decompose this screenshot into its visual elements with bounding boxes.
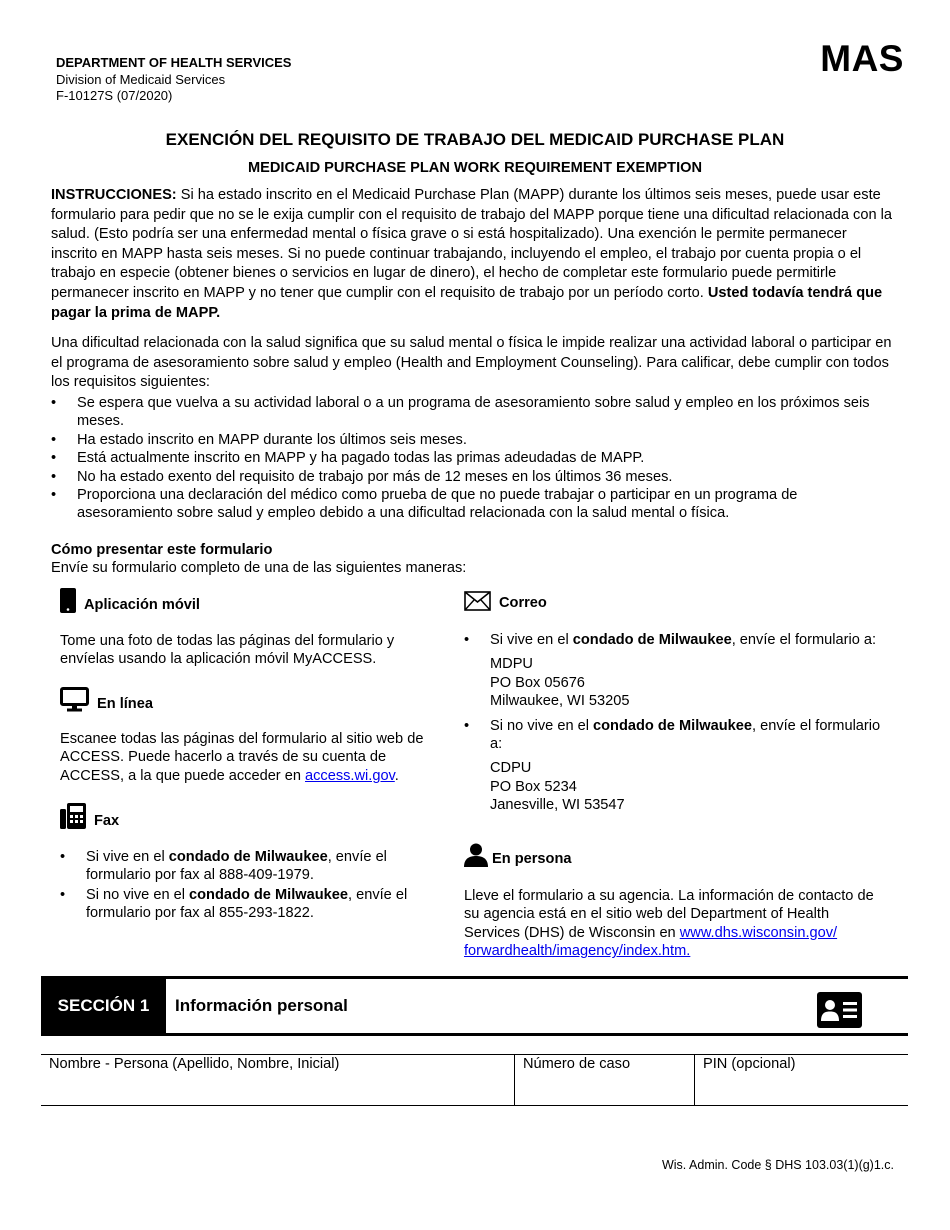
personal-info-fields [41, 1054, 908, 1106]
page-subtitle: MEDICAID PURCHASE PLAN WORK REQUIREMENT EXEMPTION [247, 160, 703, 176]
mail-b2-post: , envíe el formulario a: [490, 717, 881, 753]
agency-header [56, 55, 291, 105]
list-item [60, 848, 440, 885]
requirements-list [51, 394, 896, 523]
fax-b1-county: condado de Milwaukee [168, 849, 328, 865]
list-item: • Proporciona una declaración del médico como prueba de que no puede trabajar o participar en un programa de asesoramiento sobre salud y empleo debido a una dificultad relacionada con la salud mental o física. [51, 486, 896, 523]
address-line: CDPU [490, 760, 532, 777]
in-person-text [464, 887, 884, 961]
submit-heading: Cómo presentar este formulario [51, 542, 273, 558]
mail-b1-pre: Si vive en el [490, 632, 573, 648]
fax-b1-pre: Si vive en el [86, 849, 169, 865]
mail-b2-pre: Si no vive en el [490, 717, 594, 734]
fax-machine-icon [60, 803, 86, 829]
instructions-body: Si ha estado inscrito en el Medicaid Purchase Plan (MAPP) durante los últimos seis meses, puede usar este formulario para pedir que no se le exija cumplir con el requisito de trabajo del MAPP porque tiene una dificultad relacionada con la salud. (Esto podría ser una enfermedad mental o física grave o si está hospitalizado). Una exención le permite permanecer inscrito en MAPP hasta seis meses. Si no puede continuar trabajando, incluyendo el empleo, el trabajo por cuenta propia o el trabajo en especie (obtener bienes o servicios en lugar de dinero), el hecho de completar este formulario puede permitirle permanecer inscrito en MAPP y no tener que cumplir con el requisito de trabajo por un período corto. [51, 187, 892, 301]
address-line: Milwaukee, WI 53205 [490, 693, 630, 710]
mail-b1-post: , envíe el formulario a: [731, 632, 877, 648]
mobile-heading [60, 588, 200, 613]
pin-label: PIN (opcional) [703, 1056, 796, 1072]
in-person-body: Lleve el formulario a su agencia. La información de contacto de su agencia está en el sitio web del Department of Health Services (DHS) de Wisconsin en [464, 888, 874, 941]
mail-b2-county: condado de Milwaukee [593, 717, 752, 734]
online-period: . [394, 767, 399, 784]
fax-b2-pre: Si no vive en el [86, 886, 190, 903]
mail-b1-county: condado de Milwaukee [572, 632, 732, 648]
online-heading [60, 687, 153, 712]
fax-b2-county: condado de Milwaukee [189, 886, 348, 903]
mobile-text: Tome una foto de todas las páginas del formulario y envíelas usando la aplicación móvil MyACCESS. [60, 633, 395, 668]
dhs-agency-link[interactable]: www.dhs.wisconsin.gov/ [679, 924, 838, 941]
online-body: Escanee todas las páginas del formulario al sitio web de ACCESS. Puede hacerlo a través de su cuenta de ACCESS, a la que puede acceder en [60, 731, 424, 784]
submit-subheading: Envíe su formulario completo de una de las siguientes maneras: [51, 560, 467, 576]
in-person-heading [464, 843, 571, 867]
form-code: MAS [820, 38, 904, 79]
page-title: EXENCIÓN DEL REQUISITO DE TRABAJO DEL MEDICAID PURCHASE PLAN [165, 130, 785, 149]
dhs-agency-link-continued[interactable]: forwardhealth/imagency/index.htm. [464, 943, 691, 960]
address-line: Janesville, WI 53547 [490, 797, 625, 814]
fax-list [60, 848, 440, 923]
instructions-premium-note: Usted todavía tendrá que pagar la prima de MAPP. [51, 284, 883, 321]
legal-citation: Wis. Admin. Code § DHS 103.03(1)(g)1.c. [661, 1158, 894, 1172]
address-line: PO Box 5234 [490, 778, 577, 795]
list-item [60, 886, 440, 923]
form-number: F-10127S (07/2020) [56, 88, 173, 103]
name-field[interactable] [41, 1055, 514, 1105]
person-icon [464, 843, 488, 867]
phone-icon [60, 588, 76, 613]
instructions-paragraph [51, 186, 896, 323]
section-header [41, 976, 908, 1036]
in-person-title: En persona [492, 851, 572, 867]
list-item [464, 717, 884, 815]
mail-title: Correo [499, 595, 547, 611]
list-item: • Está actualmente inscrito en MAPP y ha pagado todas las primas adeudadas de MAPP. [51, 449, 896, 467]
fax-heading [60, 803, 119, 829]
pin-field[interactable] [694, 1055, 908, 1105]
submit-heading-block [51, 541, 466, 577]
computer-monitor-icon [60, 687, 89, 712]
division-name: Division of Medicaid Services [56, 71, 226, 87]
case-number-field[interactable] [514, 1055, 694, 1105]
mobile-title: Aplicación móvil [84, 597, 200, 613]
section-title: Información personal [175, 996, 348, 1015]
fax-title: Fax [94, 813, 120, 829]
list-item: • No ha estado exento del requisito de trabajo por más de 12 meses en los últimos 36 meses. [51, 468, 896, 486]
mail-heading [464, 591, 547, 611]
online-text [60, 730, 450, 785]
address-line: MDPU [490, 656, 533, 673]
instructions-label: INSTRUCCIONES: [51, 187, 177, 203]
hardship-intro: Una dificultad relacionada con la salud significa que su salud mental o física le impide realizar una actividad laboral o participar en el programa de asesoramiento sobre salud y empleo (Health and Employment Counseling). Para calificar, debe cumplir con todos los requisitos siguientes: [51, 335, 892, 391]
online-title: En línea [97, 696, 153, 712]
list-item: • Se espera que vuelva a su actividad laboral o a un programa de asesoramiento sobre salud y empleo en los próximos seis meses. [51, 394, 896, 431]
mail-list [464, 631, 884, 815]
fax-b2-post: , envíe el formulario por fax al 855-293-1822. [86, 886, 408, 922]
access-link[interactable]: access.wi.gov [305, 767, 395, 784]
id-card-icon [817, 992, 862, 1028]
section-label: SECCIÓN 1 [41, 979, 166, 1033]
address-line: PO Box 05676 [490, 674, 585, 691]
case-number-label: Número de caso [523, 1056, 631, 1072]
department-name: DEPARTMENT OF HEALTH SERVICES [56, 55, 292, 70]
list-item [464, 631, 884, 711]
fax-b1-post: , envíe el formulario por fax al 888-409-1979. [86, 849, 387, 884]
name-field-label: Nombre - Persona (Apellido, Nombre, Inicial) [49, 1056, 340, 1072]
mail-address-milwaukee [490, 655, 884, 710]
list-item: • Ha estado inscrito en MAPP durante los últimos seis meses. [51, 431, 896, 449]
mail-address-other [490, 759, 884, 814]
envelope-icon [464, 591, 491, 611]
